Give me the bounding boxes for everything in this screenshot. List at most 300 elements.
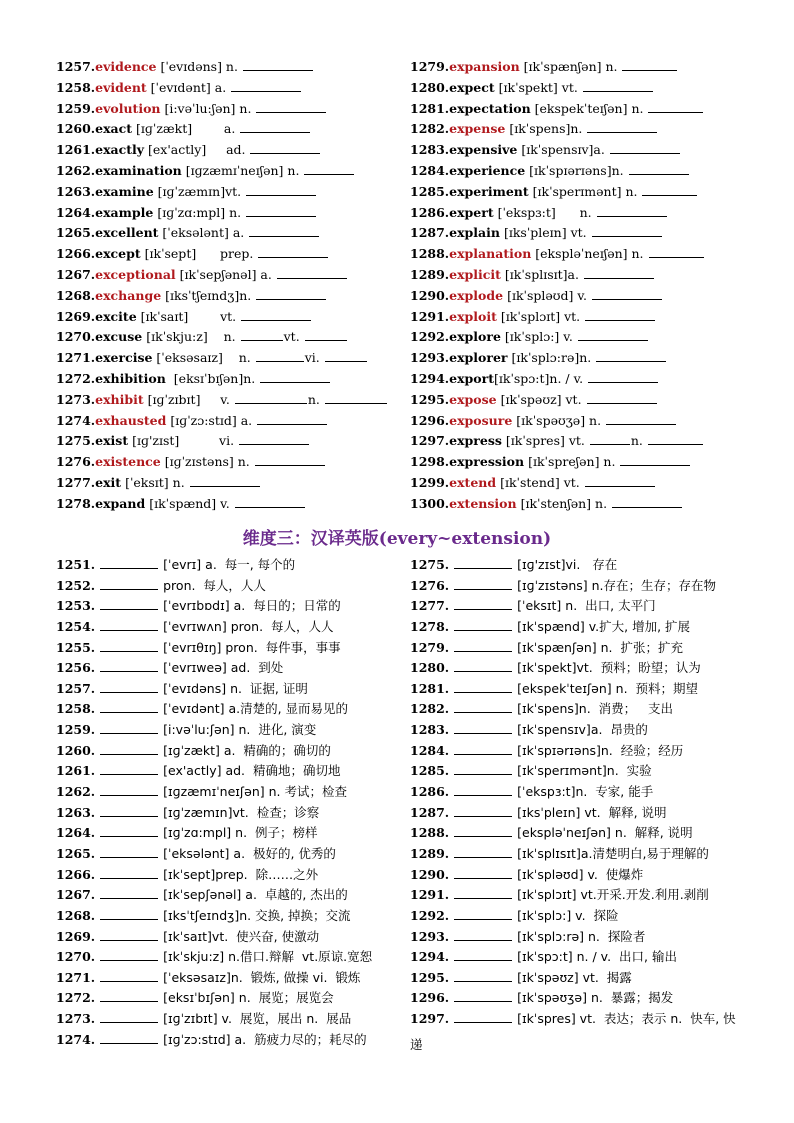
answer-blank[interactable] <box>454 639 512 652</box>
answer-blank[interactable] <box>100 845 158 858</box>
answer-blank[interactable] <box>592 287 662 300</box>
entry-word: evolution <box>95 100 161 116</box>
entry-definition: [ɪkˈskju:z] n.借口.辩解 vt.原谅.宽恕 <box>163 949 373 965</box>
vocab-entry <box>56 78 396 99</box>
entry-number: 1271. <box>56 350 96 366</box>
entry-number: 1297. <box>410 1011 450 1027</box>
entry-phonetic: [ɪɡˈzɪbɪt] v. <box>143 391 234 407</box>
answer-blank[interactable] <box>100 886 158 899</box>
vocab-entry <box>56 99 396 120</box>
entry-definition: [ɪkˈspɪərɪəns]n. 经验；经历 <box>517 742 684 758</box>
entry-definition: [ɪkˈsplɔ:rə] n. 探险者 <box>517 928 646 944</box>
entry-number: 1261. <box>56 763 96 779</box>
entry-pos: vt. <box>283 329 304 345</box>
translation-entry <box>56 823 401 844</box>
answer-blank[interactable] <box>100 783 158 796</box>
vocab-entry <box>410 411 750 432</box>
answer-blank[interactable] <box>100 989 158 1002</box>
answer-blank[interactable] <box>454 618 512 631</box>
answer-blank[interactable] <box>258 245 328 258</box>
entry-word: exhibit <box>95 391 144 407</box>
entry-number: 1260. <box>56 742 96 758</box>
answer-blank[interactable] <box>100 700 158 713</box>
entry-definition: [ex'actly] ad. 精确地；确切地 <box>163 763 341 779</box>
answer-blank[interactable] <box>454 989 512 1002</box>
entry-definition: [ɪksˈtʃeɪndʒ]n. 交换, 掉换；交流 <box>163 907 351 923</box>
entry-phonetic: [ɪkˈspəʊʒə] n. <box>512 412 606 428</box>
entry-definition: [ˈeksəsaɪz]n. 锻炼, 做操 vi. 锻炼 <box>163 969 361 985</box>
vocab-entry <box>410 327 750 348</box>
answer-blank[interactable] <box>610 141 680 154</box>
answer-blank[interactable] <box>100 618 158 631</box>
entry-phonetic: [ˈeksəsaɪz] n. <box>152 350 255 366</box>
entry-definition: [ɪɡ'zɪst]vi. 存在 <box>517 557 618 572</box>
answer-blank[interactable] <box>454 886 512 899</box>
translation-entry <box>56 1030 401 1051</box>
entry-number: 1259. <box>56 722 96 738</box>
entry-number: 1258. <box>56 701 96 717</box>
answer-blank[interactable] <box>260 370 330 383</box>
answer-blank[interactable] <box>100 1010 158 1023</box>
entry-definition: [ɪkˈsplɔ:] v. 探险 <box>517 907 619 923</box>
translation-entry <box>410 906 755 927</box>
answer-blank[interactable] <box>578 328 648 341</box>
answer-blank[interactable] <box>648 100 703 113</box>
answer-blank[interactable] <box>454 659 512 672</box>
entry-phonetic: [eksɪˈbɪʃən]n. <box>165 370 260 386</box>
translation-entry <box>410 823 755 844</box>
translation-entry <box>56 906 401 927</box>
vocab-entry <box>410 286 750 307</box>
entry-number: 1262. <box>56 162 96 178</box>
translation-entry <box>410 679 755 700</box>
answer-blank[interactable] <box>100 866 158 879</box>
answer-blank[interactable] <box>100 680 158 693</box>
answer-blank[interactable] <box>100 907 158 920</box>
entry-phonetic: [ɪkˈspens]n. <box>505 121 587 137</box>
entry-number: 1266. <box>56 866 96 882</box>
answer-blank[interactable] <box>585 308 655 321</box>
entry-number: 1254. <box>56 618 96 634</box>
entry-word: extend <box>449 474 497 490</box>
answer-blank[interactable] <box>100 762 158 775</box>
entry-number: 1284. <box>410 162 450 178</box>
entry-phonetic: [ekspləˈneɪʃən] n. <box>531 246 648 262</box>
entry-word: experience <box>449 162 526 178</box>
entry-word: exist <box>95 433 129 449</box>
translation-entry <box>56 885 401 906</box>
translation-entry <box>56 699 401 720</box>
entry-number: 1282. <box>410 121 450 137</box>
vocab-entry <box>56 431 396 452</box>
translation-entry <box>56 555 401 576</box>
entry-definition: [ˈevɪdənt] a.清楚的, 显而易见的 <box>163 701 349 717</box>
vocab-entry <box>410 348 750 369</box>
entry-phonetic: [ɪɡˈzɑ:mpl] n. <box>153 204 246 220</box>
entry-number: 1297. <box>410 433 450 449</box>
entry-definition: [ˈevrɪweə] ad. 到处 <box>163 660 284 676</box>
entry-number: 1269. <box>56 928 96 944</box>
vocab-entry <box>56 223 396 244</box>
entry-phonetic: [i:vəˈlu:ʃən] n. <box>160 100 256 116</box>
entry-number: 1287. <box>410 225 450 241</box>
entry-phonetic: [ɪkˈspensɪv]a. <box>517 142 609 158</box>
entry-word: excite <box>95 308 137 324</box>
answer-blank[interactable] <box>277 266 347 279</box>
answer-blank[interactable] <box>241 328 283 341</box>
entry-word: expansion <box>449 59 520 74</box>
answer-blank[interactable] <box>629 162 689 175</box>
entry-number: 1282. <box>410 701 450 717</box>
entry-number: 1268. <box>56 287 96 303</box>
answer-blank[interactable] <box>454 804 512 817</box>
answer-blank[interactable] <box>100 969 158 982</box>
translation-entry <box>410 638 755 659</box>
answer-blank[interactable] <box>587 120 657 133</box>
entry-number: 1293. <box>410 928 450 944</box>
answer-blank[interactable] <box>590 432 630 445</box>
entry-definition: [ɪkˈspænd] v.扩大, 增加, 扩展 <box>517 618 691 634</box>
entry-number: 1264. <box>56 204 96 220</box>
vocab-entry <box>410 431 750 452</box>
entry-phonetic: [ekspekˈteɪʃən] n. <box>530 100 648 116</box>
answer-blank[interactable] <box>256 100 326 113</box>
answer-blank[interactable] <box>100 721 158 734</box>
entry-phonetic: [ɪkˈspænd] v. <box>145 495 234 511</box>
entry-number: 1252. <box>56 577 96 593</box>
answer-blank[interactable] <box>100 824 158 837</box>
entry-number: 1276. <box>56 454 96 470</box>
entry-definition: [ɪkˈsaɪt]vt. 使兴奋, 使激动 <box>163 928 320 944</box>
answer-blank[interactable] <box>100 577 158 590</box>
entry-number: 1255. <box>56 639 96 655</box>
entry-phonetic: [ex'actly] ad. <box>144 142 250 158</box>
answer-blank[interactable] <box>454 824 512 837</box>
wrap-text: 递 <box>410 1037 423 1052</box>
entry-number: 1258. <box>56 79 96 95</box>
section2-title: 维度三：汉译英版(every~extension) <box>242 529 552 549</box>
translation-entry <box>410 699 755 720</box>
entry-word: expose <box>449 391 497 407</box>
answer-blank[interactable] <box>597 204 667 217</box>
entry-number: 1283. <box>410 142 450 158</box>
vocab-entry <box>56 307 396 328</box>
entry-number: 1262. <box>56 784 96 800</box>
entry-number: 1286. <box>410 784 450 800</box>
entry-number: 1269. <box>56 308 96 324</box>
answer-blank[interactable] <box>454 742 512 755</box>
translation-entry <box>56 988 401 1009</box>
entry-definition: [ɪkˈsperɪmənt]n. 实验 <box>517 763 652 779</box>
entry-word: explicit <box>449 266 501 282</box>
answer-blank[interactable] <box>100 948 158 961</box>
translation-entry <box>56 761 401 782</box>
translation-entry <box>56 720 401 741</box>
vocab-entry <box>56 140 396 161</box>
entry-number: 1266. <box>56 246 96 262</box>
translation-entry <box>56 658 401 679</box>
entry-definition: [ɪɡˈzɪstəns] n.存在；生存；存在物 <box>517 577 717 593</box>
translation-entry <box>410 658 755 679</box>
answer-blank[interactable] <box>454 845 512 858</box>
entry-definition: [ˈevrɪθɪŋ] pron. 每件事，事事 <box>163 639 341 655</box>
answer-blank[interactable] <box>246 183 316 196</box>
answer-blank[interactable] <box>596 349 666 362</box>
entry-phonetic: [ˈevɪdənt] a. <box>146 79 231 95</box>
entry-word: explain <box>449 225 500 241</box>
answer-blank[interactable] <box>304 162 354 175</box>
answer-blank[interactable] <box>454 783 512 796</box>
answer-blank[interactable] <box>622 58 677 71</box>
entry-number: 1265. <box>56 225 96 241</box>
answer-blank[interactable] <box>585 474 655 487</box>
vocab-entry <box>410 494 750 515</box>
translation-entry <box>410 617 755 638</box>
answer-blank[interactable] <box>257 412 327 425</box>
entry-definition: [ɪkˈspəʊz] vt. 揭露 <box>517 969 632 985</box>
translation-entry <box>56 1009 401 1030</box>
translation-entry <box>410 741 755 762</box>
answer-blank[interactable] <box>325 349 367 362</box>
answer-blank[interactable] <box>235 391 307 404</box>
translation-entry <box>410 782 755 803</box>
entry-word: expense <box>449 121 506 137</box>
entry-number: 1284. <box>410 742 450 758</box>
entry-word: exploit <box>449 308 497 324</box>
answer-blank[interactable] <box>592 224 662 237</box>
entry-definition: [ˈevrɪbɒdɪ] a. 每日的；日常的 <box>163 598 341 614</box>
entry-definition: pron. 每人，人人 <box>163 577 266 593</box>
answer-blank[interactable] <box>100 597 158 610</box>
entry-definition: [ɪkˈspɔ:t] n. / v. 出口, 输出 <box>517 949 677 965</box>
entry-number: 1280. <box>410 660 450 676</box>
answer-blank[interactable] <box>454 577 512 590</box>
entry-word: exact <box>95 121 133 137</box>
answer-blank[interactable] <box>454 700 512 713</box>
vocab-entry <box>56 182 396 203</box>
translation-entry <box>410 576 755 597</box>
entry-word: examination <box>95 162 182 178</box>
entry-number: 1277. <box>56 474 96 490</box>
entry-definition: [ˈevrɪ] a. 每一, 每个的 <box>163 557 296 572</box>
entry-number: 1294. <box>410 949 450 965</box>
translation-entry <box>410 968 755 989</box>
answer-blank[interactable] <box>250 141 320 154</box>
answer-blank[interactable] <box>255 453 325 466</box>
answer-blank[interactable] <box>454 948 512 961</box>
entry-number: 1259. <box>56 100 96 116</box>
answer-blank[interactable] <box>100 1031 158 1044</box>
entry-number: 1285. <box>410 763 450 779</box>
answer-blank[interactable] <box>100 556 158 569</box>
translation-entry <box>56 947 401 968</box>
entry-definition: [ɪkˈsepʃənəl] a. 卓越的, 杰出的 <box>163 887 348 903</box>
entry-word: exhausted <box>95 412 167 428</box>
answer-blank[interactable] <box>649 245 704 258</box>
entry-definition: [ˈevrɪwʌn] pron. 每人，人人 <box>163 618 334 634</box>
answer-blank[interactable] <box>249 224 319 237</box>
translation-entry <box>410 947 755 968</box>
vocab-entry <box>410 307 750 328</box>
entry-number: 1289. <box>410 266 450 282</box>
vocab-entry <box>410 57 750 78</box>
entry-number: 1261. <box>56 142 96 158</box>
answer-blank[interactable] <box>620 453 690 466</box>
section2-right-column <box>410 555 755 1030</box>
translation-entry <box>410 596 755 617</box>
answer-blank[interactable] <box>454 907 512 920</box>
vocab-entry <box>56 161 396 182</box>
entry-number: 1263. <box>56 804 96 820</box>
answer-blank[interactable] <box>305 328 347 341</box>
entry-phonetic: [ɪkˈspænʃən] n. <box>519 59 622 74</box>
entry-definition: [i:vəˈlu:ʃən] n. 进化, 演变 <box>163 722 317 738</box>
answer-blank[interactable] <box>587 391 657 404</box>
entry-number: 1275. <box>410 557 450 572</box>
entry-number: 1280. <box>410 79 450 95</box>
vocab-entry <box>56 369 396 390</box>
answer-blank[interactable] <box>256 287 326 300</box>
answer-blank[interactable] <box>100 659 158 672</box>
translation-entry <box>410 803 755 824</box>
translation-entry <box>410 927 755 948</box>
vocab-entry <box>56 327 396 348</box>
answer-blank[interactable] <box>454 597 512 610</box>
entry-phonetic: [ɪkˈsperɪmənt] n. <box>528 183 642 199</box>
entry-phonetic: [ˈeksələnt] a. <box>158 225 249 241</box>
entry-word: example <box>95 204 154 220</box>
vocab-entry <box>410 140 750 161</box>
answer-blank[interactable] <box>454 721 512 734</box>
entry-phonetic: [ɪkˈsplɔɪt] vt. <box>496 308 585 324</box>
translation-entry <box>56 741 401 762</box>
entry-number: 1260. <box>56 121 96 137</box>
translation-entry <box>56 844 401 865</box>
vocab-entry <box>56 119 396 140</box>
entry-number: 1291. <box>410 308 450 324</box>
entry-number: 1294. <box>410 370 450 386</box>
answer-blank[interactable] <box>454 556 512 569</box>
answer-blank[interactable] <box>606 412 676 425</box>
entry-definition: [ɪɡˈzæmɪn]vt. 检查；诊察 <box>163 804 320 820</box>
translation-entry <box>56 865 401 886</box>
vocab-entry <box>56 265 396 286</box>
answer-blank[interactable] <box>100 804 158 817</box>
answer-blank[interactable] <box>454 762 512 775</box>
answer-blank[interactable] <box>243 58 313 71</box>
answer-blank[interactable] <box>584 266 654 279</box>
vocab-entry <box>56 57 396 78</box>
answer-blank[interactable] <box>642 183 697 196</box>
entry-number: 1273. <box>56 391 96 407</box>
entry-number: 1265. <box>56 845 96 861</box>
entry-phonetic: [ɪkˈstenʃən] n. <box>516 495 612 511</box>
answer-blank[interactable] <box>612 495 682 508</box>
entry-phonetic: [ɪkˈspɔ:t]n. / v. <box>494 370 588 386</box>
entry-word: exercise <box>95 350 153 366</box>
entry-definition: [ɪkˈspekt]vt. 预料；盼望；认为 <box>517 660 701 676</box>
answer-blank[interactable] <box>190 474 260 487</box>
entry-word: explorer <box>449 350 508 366</box>
entry-phonetic: [ɪkˈspɪərɪəns]n. <box>525 162 628 178</box>
translation-entry <box>56 638 401 659</box>
entry-phonetic: [ɪɡˈzæmɪn]vt. <box>153 183 246 199</box>
entry-definition: [ɪɡˈzɔ:stɪd] a. 筋疲力尽的；耗尽的 <box>163 1031 367 1047</box>
answer-blank[interactable] <box>235 495 305 508</box>
entry-phonetic: [ɪkˈsplɔ:] v. <box>500 329 577 345</box>
answer-blank[interactable] <box>454 866 512 879</box>
entry-number: 1275. <box>56 433 96 449</box>
entry-definition: [ɪksˈpleɪn] vt. 解释, 说明 <box>517 804 667 820</box>
answer-blank[interactable] <box>231 79 301 92</box>
answer-blank[interactable] <box>246 204 316 217</box>
entry-number: 1287. <box>410 804 450 820</box>
answer-blank[interactable] <box>239 432 309 445</box>
answer-blank[interactable] <box>454 969 512 982</box>
entry-definition: [eksɪˈbɪʃən] n. 展览；展览会 <box>163 990 334 1006</box>
answer-blank[interactable] <box>454 1010 512 1023</box>
entry-word: expert <box>449 204 494 220</box>
answer-blank[interactable] <box>325 391 387 404</box>
entry-word: explanation <box>449 246 532 262</box>
translation-entry <box>410 844 755 865</box>
entry-number: 1290. <box>410 866 450 882</box>
answer-blank[interactable] <box>256 349 304 362</box>
entry-word: explode <box>449 287 504 303</box>
answer-blank[interactable] <box>648 432 703 445</box>
vocab-entry <box>56 203 396 224</box>
translation-entry <box>410 885 755 906</box>
vocab-entry <box>56 494 396 515</box>
vocab-entry <box>56 390 396 411</box>
entry-number: 1288. <box>410 246 450 262</box>
vocab-entry <box>410 369 750 390</box>
entry-number: 1274. <box>56 1031 96 1047</box>
entry-number: 1251. <box>56 557 96 572</box>
entry-number: 1299. <box>410 474 450 490</box>
translation-entry <box>410 988 755 1009</box>
translation-entry <box>56 617 401 638</box>
entry-number: 1295. <box>410 391 450 407</box>
entry-definition: [ekspekˈteɪʃən] n. 预料；期望 <box>517 680 698 696</box>
answer-blank[interactable] <box>100 639 158 652</box>
entry-definition: [ˈekspɜ:t]n. 专家, 能手 <box>517 784 654 800</box>
entry-definition: [ˈevɪdəns] n. 证据, 证明 <box>163 680 308 696</box>
answer-blank[interactable] <box>100 928 158 941</box>
answer-blank[interactable] <box>454 680 512 693</box>
answer-blank[interactable] <box>583 79 653 92</box>
entry-phonetic: [ɪkˈspreʃən] n. <box>524 454 620 470</box>
entry-word: excellent <box>95 225 159 241</box>
vocab-entry <box>410 99 750 120</box>
entry-word: expression <box>449 454 525 470</box>
entry-number: 1276. <box>410 577 450 593</box>
vocab-entry <box>410 182 750 203</box>
entry-word: exposure <box>449 412 513 428</box>
answer-blank[interactable] <box>100 742 158 755</box>
answer-blank[interactable] <box>241 308 311 321</box>
entry-word: expensive <box>449 142 518 158</box>
entry-definition: [ɪkˈspres] vt. 表达；表示 n. 快车, 快 <box>517 1011 736 1027</box>
vocab-entry <box>56 452 396 473</box>
answer-blank[interactable] <box>588 370 658 383</box>
answer-blank[interactable] <box>240 120 310 133</box>
entry-phonetic: [ɪkˈspekt] vt. <box>494 79 582 95</box>
answer-blank[interactable] <box>454 928 512 941</box>
entry-phonetic: [ˈevɪdəns] n. <box>156 59 242 74</box>
section1-right-column <box>410 57 750 515</box>
entry-pos: n. <box>307 391 324 407</box>
